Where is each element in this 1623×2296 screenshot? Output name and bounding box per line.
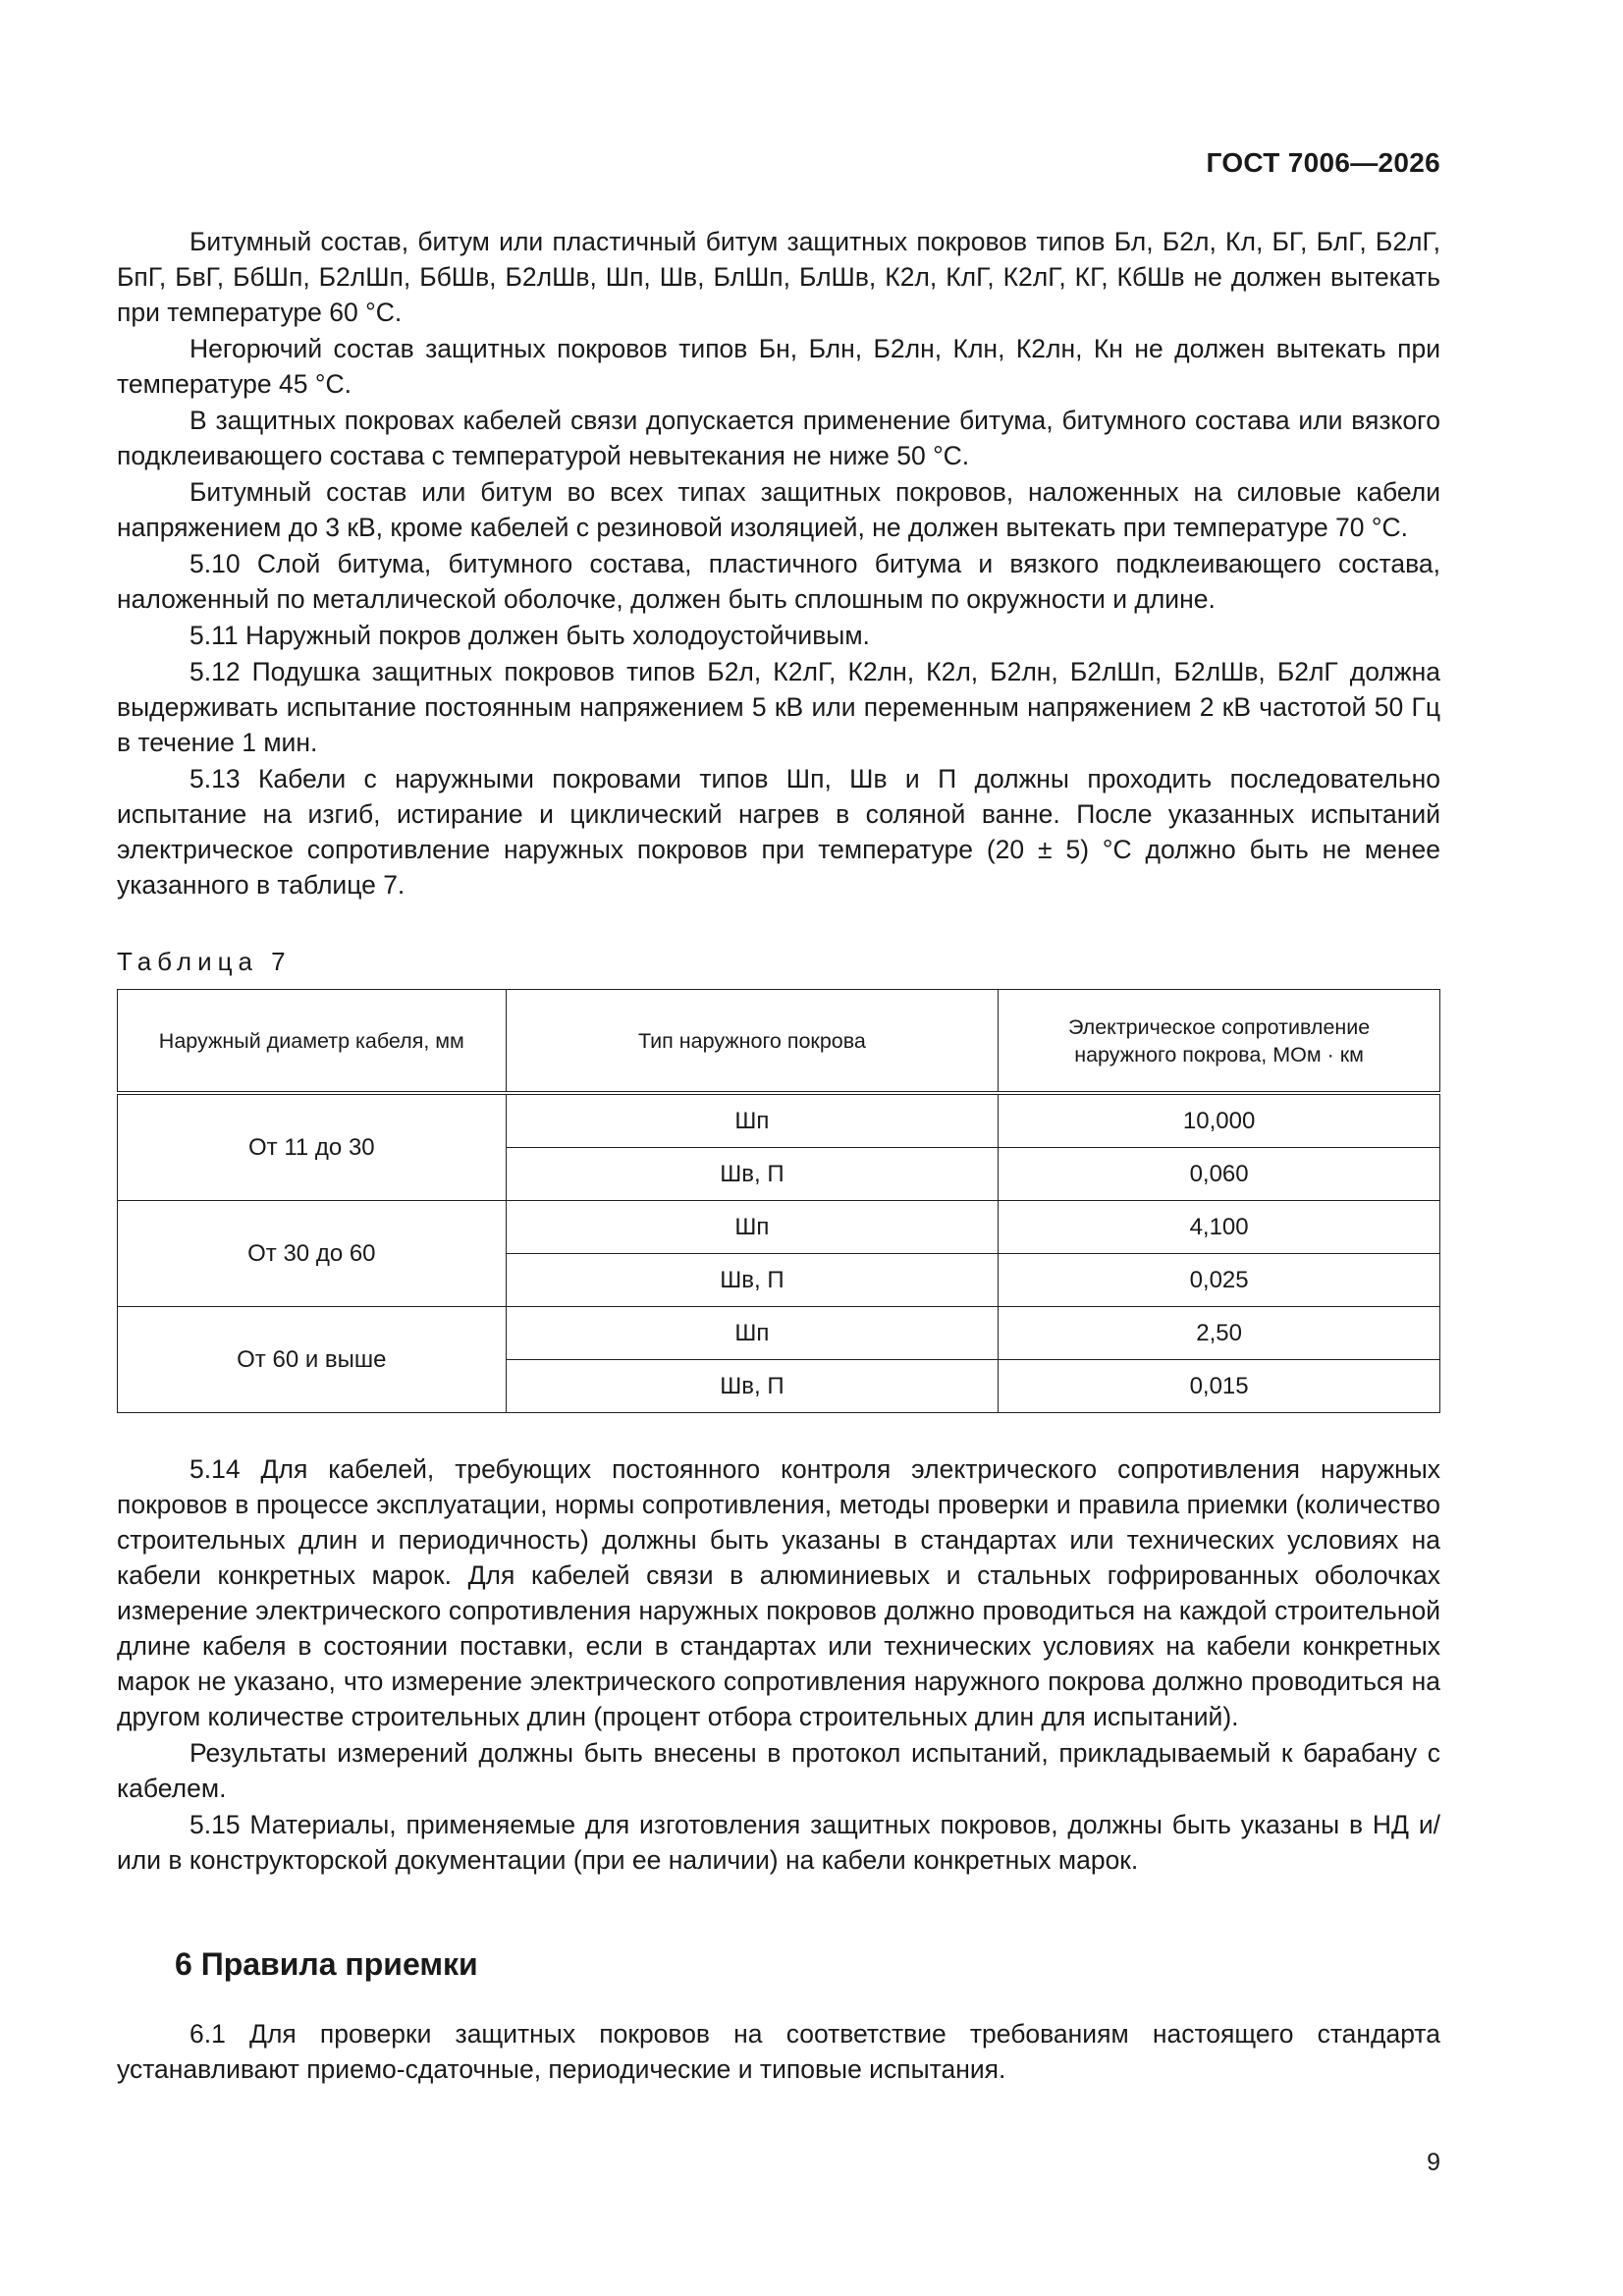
- diameter-cell: От 11 до 30: [118, 1093, 507, 1201]
- table-row: [118, 1201, 1440, 1254]
- type-cell: Шп: [506, 1093, 999, 1148]
- paragraph-5-11: 5.11 Наружный покров должен быть холодоустойчивым.: [189, 621, 870, 650]
- body-block-3: [117, 2016, 1440, 2088]
- page-number: 9: [1427, 2149, 1440, 2176]
- paragraph: Битумный состав или битум во всех типах защитных покровов, наложенных на силовые кабели напряжением до 3 кВ, кроме кабелей с резиновой изоляцией, не должен вытекать при температуре 70 °С.: [117, 477, 1440, 542]
- body-block-2: [117, 1451, 1440, 1879]
- header-diameter: Наружный диаметр кабеля, мм: [118, 990, 507, 1094]
- value-cell: 10,000: [999, 1093, 1440, 1148]
- paragraph: Результаты измерений должны быть внесены в протокол испытаний, прикладываемый к барабану с кабелем.: [117, 1738, 1440, 1803]
- value-cell: 0,025: [999, 1254, 1440, 1307]
- paragraph: Битумный состав, битум или пластичный битум защитных покровов типов Бл, Б2л, Кл, БГ, БлГ, Б2лГ, БпГ, БвГ, БбШп, Б2лШп, БбШв, Б2лШв, Шп, Шв, БлШп, БлШв, К2л, КлГ, К2лГ, КГ, КбШв не должен вытекать при температуре 60 °С.: [117, 227, 1440, 327]
- type-cell: Шп: [506, 1307, 999, 1360]
- type-cell: Шп: [506, 1201, 999, 1254]
- paragraph: В защитных покровах кабелей связи допускается применение битума, битумного состава или вязкого подклеивающего состава с температурой невытекания не ниже 50 °С.: [117, 406, 1440, 470]
- paragraph-5-10: 5.10 Слой битума, битумного состава, пластичного битума и вязкого подклеивающего состава, наложенный по металлической оболочке, должен быть сплошным по окружности и длине.: [117, 549, 1440, 614]
- diameter-cell: От 60 и выше: [118, 1307, 507, 1413]
- paragraph-5-15: 5.15 Материалы, применяемые для изготовления защитных покровов, должны быть указаны в НД и/или в конструкторской документации (при ее наличии) на кабели конкретных марок.: [117, 1810, 1440, 1875]
- table-7: [117, 989, 1440, 1413]
- header-resistance: Электрическое сопротивление наружного покрова, МОм · км: [999, 990, 1440, 1094]
- section-heading: 6 Правила приемки: [175, 1946, 478, 1982]
- table-row: [118, 1093, 1440, 1148]
- paragraph-5-14: 5.14 Для кабелей, требующих постоянного контроля электрического сопротивления наружных покровов в процессе эксплуатации, нормы сопротивления, методы проверки и правила приемки (количество строительных длин и периодичность) должны быть указаны в стандартах или технических условиях на кабели конкретных марок. Для кабелей связи в алюминиевых и стальных гофрированных оболочках измерение электрического сопротивления наружных покровов должно проводиться на каждой строительной длине кабеля в состоянии поставки, если в стандартах или технических условиях на кабели конкретных марок не указано, что измерение электрического сопротивления наружного покрова должно проводиться на другом количестве строительных длин (процент отбора строительных длин для испытаний).: [117, 1454, 1440, 1731]
- value-cell: 0,015: [999, 1360, 1440, 1413]
- type-cell: Шв, П: [506, 1148, 999, 1201]
- paragraph-5-13: 5.13 Кабели с наружными покровами типов Шп, Шв и П должны проходить последовательно испытание на изгиб, истирание и циклический нагрев в соляной ванне. После указанных испытаний электрическое сопротивление наружных покровов при температуре (20 ± 5) °С должно быть не менее указанного в таблице 7.: [117, 764, 1440, 900]
- value-cell: 4,100: [999, 1201, 1440, 1254]
- diameter-cell: От 30 до 60: [118, 1201, 507, 1307]
- header-cover-type: Тип наружного покрова: [506, 990, 999, 1094]
- table-header-row: [118, 990, 1440, 1094]
- standard-code: ГОСТ 7006—2026: [1206, 147, 1440, 178]
- type-cell: Шв, П: [506, 1254, 999, 1307]
- value-cell: 2,50: [999, 1307, 1440, 1360]
- value-cell: 0,060: [999, 1148, 1440, 1201]
- paragraph: Негорючий состав защитных покровов типов Бн, Блн, Б2лн, Клн, К2лн, Кн не должен вытекать при температуре 45 °С.: [117, 334, 1440, 399]
- paragraph-6-1: 6.1 Для проверки защитных покровов на соответствие требованиям настоящего стандарта устанавливают приемо-сдаточные, периодические и типовые испытания.: [117, 2019, 1440, 2084]
- body-block-1: [117, 224, 1440, 903]
- table-row: [118, 1307, 1440, 1360]
- paragraph-5-12: 5.12 Подушка защитных покровов типов Б2л, К2лГ, К2лн, К2л, Б2лн, Б2лШп, Б2лШв, Б2лГ должна выдерживать испытание постоянным напряжением 5 кВ или переменным напряжением 2 кВ частотой 50 Гц в течение 1 мин.: [117, 657, 1440, 757]
- type-cell: Шв, П: [506, 1360, 999, 1413]
- table-caption: Таблица 7: [117, 947, 292, 976]
